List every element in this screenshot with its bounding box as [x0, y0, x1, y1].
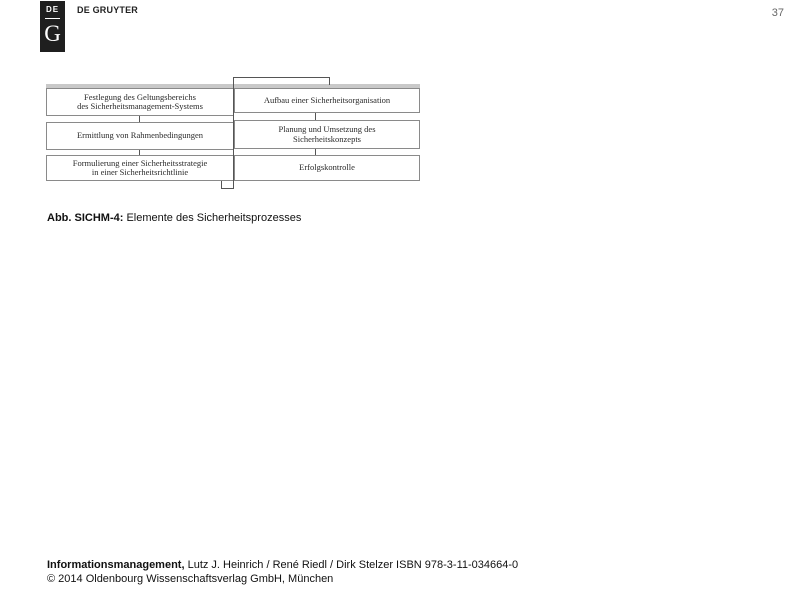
footer-line-1 [47, 558, 518, 572]
box-line: Planung und Umsetzung des [278, 124, 376, 134]
box-line: Sicherheitskonzepts [293, 133, 361, 144]
logo-de-text: DE [45, 5, 60, 14]
diagram-box-organisation [234, 88, 420, 113]
caption-label: Abb. SICHM-4: [47, 212, 124, 224]
arrow-right-1 [315, 113, 316, 120]
footer-title: Informationsmanagement, [47, 559, 185, 571]
box-line: Erfolgskontrolle [299, 162, 355, 173]
footer-authors: Lutz J. Heinrich / René Riedl / Dirk Stelzer ISBN 978-3-11-034664-0 [184, 559, 519, 571]
publisher-name: DE GRUYTER [77, 5, 139, 15]
connector-vertical-line [233, 77, 234, 189]
diagram-box-planning [234, 120, 420, 149]
box-line: in einer Sicherheitsrichtlinie [91, 167, 189, 177]
figure-caption [47, 212, 301, 224]
connector-drop-line [329, 77, 330, 85]
footer-citation [47, 558, 518, 586]
diagram-box-conditions [46, 122, 234, 150]
diagram-box-scope [46, 88, 234, 116]
arrow-left-bottom [221, 181, 222, 189]
logo-g-text: G [44, 21, 61, 46]
box-line: Formulierung einer Sicherheitsstrategie [72, 157, 208, 168]
arrow-right-2 [315, 149, 316, 155]
box-line: Ermittlung von Rahmenbedingungen [76, 130, 204, 141]
arrow-left-1 [139, 116, 140, 122]
box-line: Aufbau einer Sicherheitsorganisation [263, 94, 391, 105]
footer-copyright: © 2014 Oldenbourg Wissenschaftsverlag GmbH, München [47, 573, 334, 585]
box-line: des Sicherheitsmanagement-Systems [77, 101, 203, 111]
caption-text: Elemente des Sicherheitsprozesses [123, 212, 302, 224]
box-line: Festlegung des Geltungsbereichs [84, 91, 196, 102]
arrow-left-2 [139, 150, 140, 155]
diagram-box-strategy [46, 155, 234, 181]
page-number: 37 [771, 7, 784, 19]
connector-top-line [233, 77, 330, 78]
diagram-box-success-control [234, 155, 420, 181]
